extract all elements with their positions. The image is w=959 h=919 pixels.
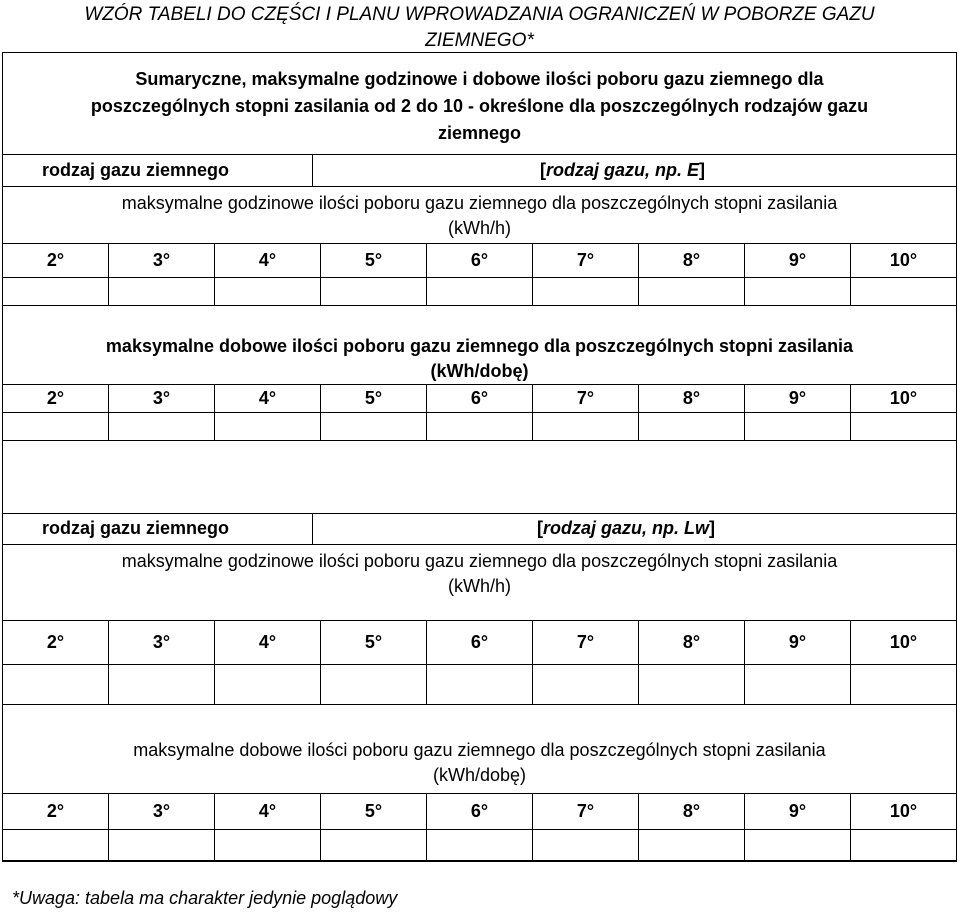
value-cell[interactable] xyxy=(3,665,109,705)
daily-caption-line-1: maksymalne dobowe ilości poboru gazu ziemnego dla poszczególnych stopni zasilania xyxy=(133,740,826,760)
stage-cell: 4° xyxy=(215,794,321,830)
header-line-2: poszczególnych stopni zasilania od 2 do 10 - określone dla poszczególnych rodzajów gazu xyxy=(90,96,869,116)
value-cell[interactable] xyxy=(321,413,427,441)
value-cell[interactable] xyxy=(109,413,215,441)
hourly-caption xyxy=(0,191,959,241)
divider xyxy=(2,513,957,514)
value-cell[interactable] xyxy=(427,278,533,306)
header-line-3: ziemnego xyxy=(437,123,521,143)
daily-caption-line-2: (kWh/dobę) xyxy=(432,765,527,785)
hourly-stage-table xyxy=(2,620,957,705)
hourly-caption-line-2: (kWh/h) xyxy=(448,576,511,596)
stage-cell: 9° xyxy=(745,385,851,413)
value-cell[interactable] xyxy=(321,278,427,306)
divider xyxy=(2,186,957,187)
value-cell[interactable] xyxy=(215,278,321,306)
stage-cell: 8° xyxy=(639,621,745,665)
gas-type-value: [rodzaj gazu, np. Lw] xyxy=(537,518,715,538)
stage-header-row xyxy=(3,794,957,830)
value-cell[interactable] xyxy=(533,278,639,306)
stage-cell: 7° xyxy=(533,244,639,278)
value-cell[interactable] xyxy=(851,413,957,441)
value-cell[interactable] xyxy=(533,413,639,441)
stage-cell: 9° xyxy=(745,794,851,830)
divider xyxy=(2,154,957,155)
stage-cell: 7° xyxy=(533,385,639,413)
stage-cell: 10° xyxy=(851,621,957,665)
title-line-1: WZÓR TABELI DO CZĘŚCI I PLANU WPROWADZANIA OGRANICZEŃ W POBORZE GAZU xyxy=(84,4,875,25)
stage-cell: 10° xyxy=(851,385,957,413)
stage-cell: 4° xyxy=(215,244,321,278)
value-cell[interactable] xyxy=(3,278,109,306)
hourly-stage-table xyxy=(2,243,957,306)
stage-value-row xyxy=(3,278,957,306)
daily-caption-line-1: maksymalne dobowe ilości poboru gazu ziemnego dla poszczególnych stopni zasilania xyxy=(105,336,854,356)
daily-stage-table xyxy=(2,793,957,862)
stage-cell: 5° xyxy=(321,794,427,830)
value-cell[interactable] xyxy=(321,665,427,705)
stage-header-row xyxy=(3,621,957,665)
hourly-caption-line-1: maksymalne godzinowe ilości poboru gazu ziemnego dla poszczególnych stopni zasilania xyxy=(121,193,838,213)
stage-cell: 7° xyxy=(533,621,639,665)
stage-cell: 2° xyxy=(3,794,109,830)
stage-cell: 2° xyxy=(3,244,109,278)
value-cell[interactable] xyxy=(215,665,321,705)
stage-cell: 3° xyxy=(109,794,215,830)
stage-cell: 8° xyxy=(639,794,745,830)
value-cell[interactable] xyxy=(321,830,427,862)
value-cell[interactable] xyxy=(533,830,639,862)
document-title xyxy=(0,2,959,54)
table-header xyxy=(0,66,959,147)
value-cell[interactable] xyxy=(745,830,851,862)
divider xyxy=(2,544,957,545)
value-cell[interactable] xyxy=(851,830,957,862)
divider xyxy=(312,154,313,186)
stage-cell: 2° xyxy=(3,621,109,665)
value-cell[interactable] xyxy=(109,830,215,862)
value-cell[interactable] xyxy=(215,830,321,862)
value-cell[interactable] xyxy=(109,665,215,705)
stage-cell: 6° xyxy=(427,244,533,278)
value-cell[interactable] xyxy=(427,830,533,862)
stage-cell: 6° xyxy=(427,621,533,665)
header-line-1: Sumaryczne, maksymalne godzinowe i dobowe ilości poboru gazu ziemnego dla xyxy=(135,69,824,89)
value-cell[interactable] xyxy=(109,278,215,306)
daily-caption-line-2: (kWh/dobę) xyxy=(430,361,529,381)
stage-cell: 8° xyxy=(639,244,745,278)
value-cell[interactable] xyxy=(639,413,745,441)
hourly-caption-line-2: (kWh/h) xyxy=(448,218,511,238)
value-cell[interactable] xyxy=(3,413,109,441)
stage-cell: 7° xyxy=(533,794,639,830)
value-cell[interactable] xyxy=(639,665,745,705)
value-cell[interactable] xyxy=(533,665,639,705)
stage-cell: 6° xyxy=(427,385,533,413)
stage-cell: 6° xyxy=(427,794,533,830)
stage-cell: 2° xyxy=(3,385,109,413)
stage-cell: 9° xyxy=(745,621,851,665)
daily-caption xyxy=(0,334,959,384)
stage-value-row xyxy=(3,413,957,441)
value-cell[interactable] xyxy=(851,278,957,306)
value-cell[interactable] xyxy=(215,413,321,441)
stage-value-row xyxy=(3,665,957,705)
stage-cell: 9° xyxy=(745,244,851,278)
stage-cell: 10° xyxy=(851,794,957,830)
value-cell[interactable] xyxy=(3,830,109,862)
gas-type-value: [rodzaj gazu, np. E] xyxy=(540,160,706,180)
stage-header-row xyxy=(3,385,957,413)
value-cell[interactable] xyxy=(639,278,745,306)
value-cell[interactable] xyxy=(427,665,533,705)
hourly-caption xyxy=(0,549,959,599)
stage-cell: 5° xyxy=(321,621,427,665)
value-cell[interactable] xyxy=(427,413,533,441)
value-cell[interactable] xyxy=(745,665,851,705)
stage-cell: 4° xyxy=(215,385,321,413)
stage-cell: 10° xyxy=(851,244,957,278)
divider xyxy=(312,513,313,544)
gas-type-label: rodzaj gazu ziemnego xyxy=(42,518,230,538)
value-cell[interactable] xyxy=(851,665,957,705)
gas-type-label: rodzaj gazu ziemnego xyxy=(42,160,230,180)
stage-header-row xyxy=(3,244,957,278)
stage-cell: 3° xyxy=(109,244,215,278)
daily-stage-table xyxy=(2,384,957,441)
footnote: *Uwaga: tabela ma charakter jedynie poglądowy xyxy=(12,888,398,908)
value-cell[interactable] xyxy=(745,278,851,306)
daily-caption xyxy=(0,738,959,788)
stage-cell: 3° xyxy=(109,621,215,665)
value-cell[interactable] xyxy=(639,830,745,862)
value-cell[interactable] xyxy=(745,413,851,441)
stage-value-row xyxy=(3,830,957,862)
stage-cell: 4° xyxy=(215,621,321,665)
stage-cell: 5° xyxy=(321,385,427,413)
title-line-2: ZIEMNEGO* xyxy=(425,30,534,51)
hourly-caption-line-1: maksymalne godzinowe ilości poboru gazu ziemnego dla poszczególnych stopni zasilania xyxy=(121,551,838,571)
stage-cell: 5° xyxy=(321,244,427,278)
stage-cell: 8° xyxy=(639,385,745,413)
stage-cell: 3° xyxy=(109,385,215,413)
